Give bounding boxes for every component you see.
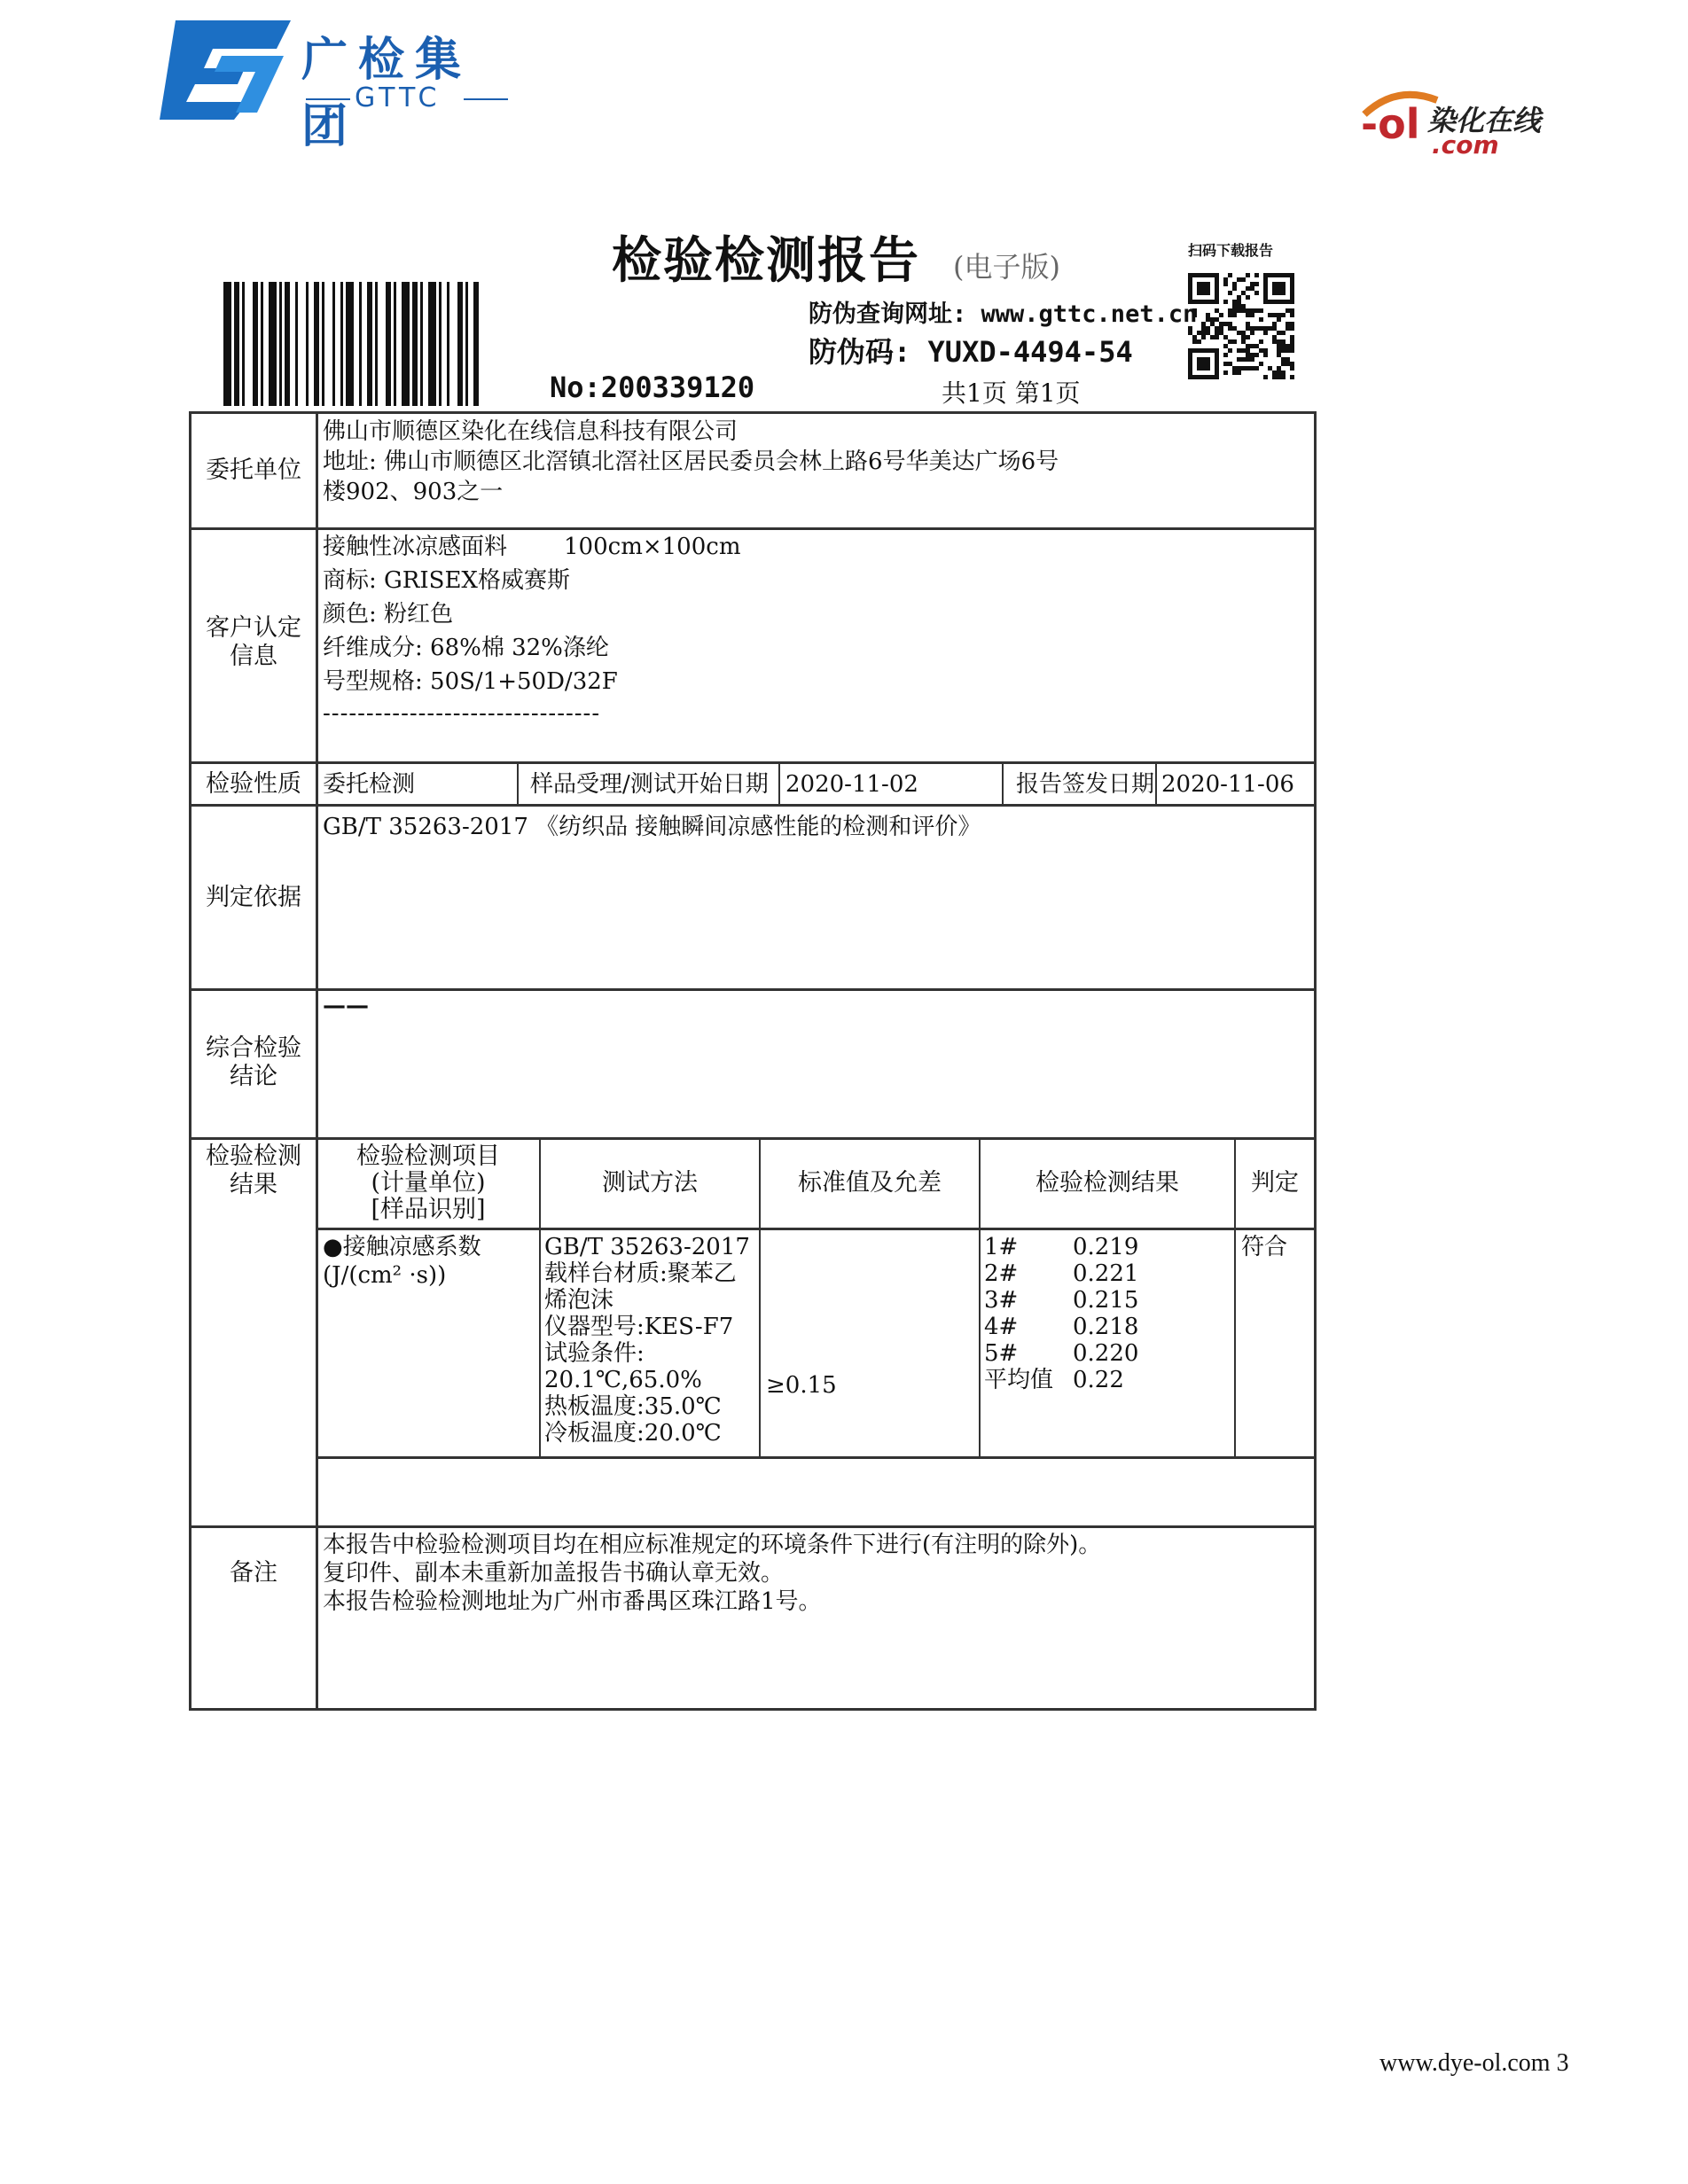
row-divider bbox=[191, 988, 1314, 991]
gttc-name-en: GTTC bbox=[355, 82, 442, 113]
col-header-unit: (计量单位) bbox=[371, 1169, 486, 1197]
client-name: 佛山市顺德区染化在线信息科技有限公司 bbox=[323, 418, 738, 445]
conclusion-label: 综合检验 bbox=[206, 1034, 301, 1062]
col-header-standard: 标准值及允差 bbox=[798, 1169, 942, 1197]
report-title: 检验检测报告 bbox=[612, 231, 920, 290]
sample-value: 0.22 bbox=[1073, 1367, 1124, 1393]
column-divider bbox=[778, 761, 780, 804]
anti-fake-code: 防伪码: YUXD-4494-54 bbox=[809, 335, 1133, 369]
method-line: 20.1℃,65.0% bbox=[544, 1367, 702, 1393]
remarks-label: 备注 bbox=[230, 1559, 277, 1587]
barcode-icon bbox=[223, 282, 543, 406]
fiber-content: 纤维成分: 68%棉 32%涤纶 bbox=[323, 635, 609, 661]
customer-info-label-2: 信息 bbox=[230, 643, 277, 670]
report-number: No:200339120 bbox=[550, 370, 755, 404]
col-header-method: 测试方法 bbox=[602, 1169, 698, 1197]
sample-id: 2# bbox=[984, 1260, 1019, 1287]
sample-id: 4# bbox=[984, 1314, 1019, 1340]
method-line: 试验条件: bbox=[544, 1340, 645, 1367]
spec: 号型规格: 50S/1+50D/32F bbox=[323, 668, 618, 695]
method-line: 冷板温度:20.0℃ bbox=[544, 1420, 722, 1447]
report-form-table bbox=[189, 411, 1317, 1711]
method-line: GB/T 35263-2017 bbox=[544, 1234, 750, 1260]
dye-ol-text: -ol bbox=[1361, 100, 1420, 148]
method-line: 热板温度:35.0℃ bbox=[544, 1393, 722, 1420]
qr-code-icon[interactable] bbox=[1188, 264, 1294, 395]
client-label: 委托单位 bbox=[206, 456, 301, 484]
results-label: 检验检测 bbox=[206, 1143, 301, 1170]
method-line: 烯泡沫 bbox=[544, 1287, 614, 1314]
product-size: 100cm×100cm bbox=[564, 534, 741, 560]
method-line: 仪器型号:KES-F7 bbox=[544, 1314, 734, 1340]
conclusion-label-2: 结论 bbox=[230, 1063, 277, 1090]
page-count: 共1页 第1页 bbox=[942, 378, 1081, 408]
sample-value: 0.215 bbox=[1073, 1287, 1139, 1314]
results-label-2: 结果 bbox=[230, 1171, 277, 1198]
footer-source: www.dye-ol.com 3 bbox=[1379, 2049, 1569, 2077]
method-line: 载样台材质:聚苯乙 bbox=[544, 1260, 737, 1287]
sample-id: 平均值 bbox=[984, 1367, 1054, 1393]
column-divider bbox=[1155, 761, 1157, 804]
col-header-result: 检验检测结果 bbox=[1035, 1169, 1179, 1197]
gttc-logo bbox=[160, 13, 514, 153]
client-address-cont: 楼902、903之一 bbox=[323, 479, 504, 505]
dash-line: -------------------------------- bbox=[323, 700, 601, 727]
gttc-name-en-wrap bbox=[306, 84, 510, 113]
col-header-sample: [样品识别] bbox=[371, 1196, 486, 1223]
row-divider bbox=[316, 1456, 1314, 1459]
remark-line: 本报告中检验检测项目均在相应标准规定的环境条件下进行(有注明的除外)。 bbox=[323, 1532, 1102, 1558]
dye-name-cn: 染化在线 bbox=[1427, 104, 1542, 137]
qr-caption: 扫码下载报告 bbox=[1188, 242, 1274, 259]
sample-id: 5# bbox=[984, 1340, 1019, 1367]
col-header-item: 检验检测项目 bbox=[356, 1143, 500, 1170]
nature-value: 委托检测 bbox=[323, 771, 416, 798]
remark-line: 本报告检验检测地址为广州市番禺区珠江路1号。 bbox=[323, 1588, 822, 1615]
gttc-emblem-icon bbox=[160, 13, 293, 120]
row-divider bbox=[191, 1525, 1314, 1528]
item-unit: (J/(cm² ·s)) bbox=[323, 1262, 447, 1289]
sample-value: 0.220 bbox=[1073, 1340, 1139, 1367]
issue-date-value: 2020-11-06 bbox=[1161, 771, 1294, 798]
row-divider bbox=[191, 527, 1314, 530]
verify-url: 防伪查询网址: www.gttc.net.cn bbox=[809, 300, 1198, 328]
column-divider bbox=[316, 414, 318, 1708]
trademark: 商标: GRISEX格威赛斯 bbox=[323, 567, 570, 594]
divider bbox=[464, 98, 508, 100]
basis-label: 判定依据 bbox=[206, 884, 301, 911]
start-date-value: 2020-11-02 bbox=[785, 771, 918, 798]
product-name: 接触性冰凉感面料 bbox=[323, 534, 508, 560]
column-divider bbox=[1002, 761, 1004, 804]
report-edition: (电子版) bbox=[953, 250, 1060, 284]
client-address: 地址: 佛山市顺德区北滘镇北滘社区居民委员会林上路6号华美达广场6号 bbox=[323, 448, 1059, 475]
col-header-verdict: 判定 bbox=[1251, 1169, 1299, 1197]
sample-value: 0.219 bbox=[1073, 1234, 1139, 1260]
sample-id: 1# bbox=[984, 1234, 1019, 1260]
remark-line: 复印件、副本未重新加盖报告书确认章无效。 bbox=[323, 1560, 785, 1587]
basis-value: GB/T 35263-2017 《纺织品 接触瞬间凉感性能的检测和评价》 bbox=[323, 814, 981, 840]
gttc-name-cn: 广检集团 bbox=[301, 34, 473, 153]
divider bbox=[306, 98, 350, 100]
row-divider bbox=[191, 761, 1314, 764]
row-divider bbox=[191, 804, 1314, 807]
sample-value: 0.221 bbox=[1073, 1260, 1139, 1287]
sample-value: 0.218 bbox=[1073, 1314, 1139, 1340]
conclusion-value: —— bbox=[323, 993, 369, 1019]
item-name: ●接触凉感系数 bbox=[323, 1234, 481, 1260]
customer-info-label: 客户认定 bbox=[206, 614, 301, 642]
color: 颜色: 粉红色 bbox=[323, 601, 454, 628]
standard-value: ≥0.15 bbox=[766, 1372, 837, 1399]
dye-com-text: .com bbox=[1432, 130, 1499, 160]
row-divider bbox=[316, 1228, 1314, 1230]
row-divider bbox=[191, 1137, 1314, 1140]
start-date-label: 样品受理/测试开始日期 bbox=[530, 771, 769, 798]
verdict-value: 符合 bbox=[1241, 1234, 1288, 1260]
dye-ol-logo bbox=[1361, 84, 1565, 160]
nature-label: 检验性质 bbox=[206, 770, 301, 798]
issue-date-label: 报告签发日期 bbox=[1016, 771, 1155, 798]
column-divider bbox=[517, 761, 519, 804]
sample-id: 3# bbox=[984, 1287, 1019, 1314]
